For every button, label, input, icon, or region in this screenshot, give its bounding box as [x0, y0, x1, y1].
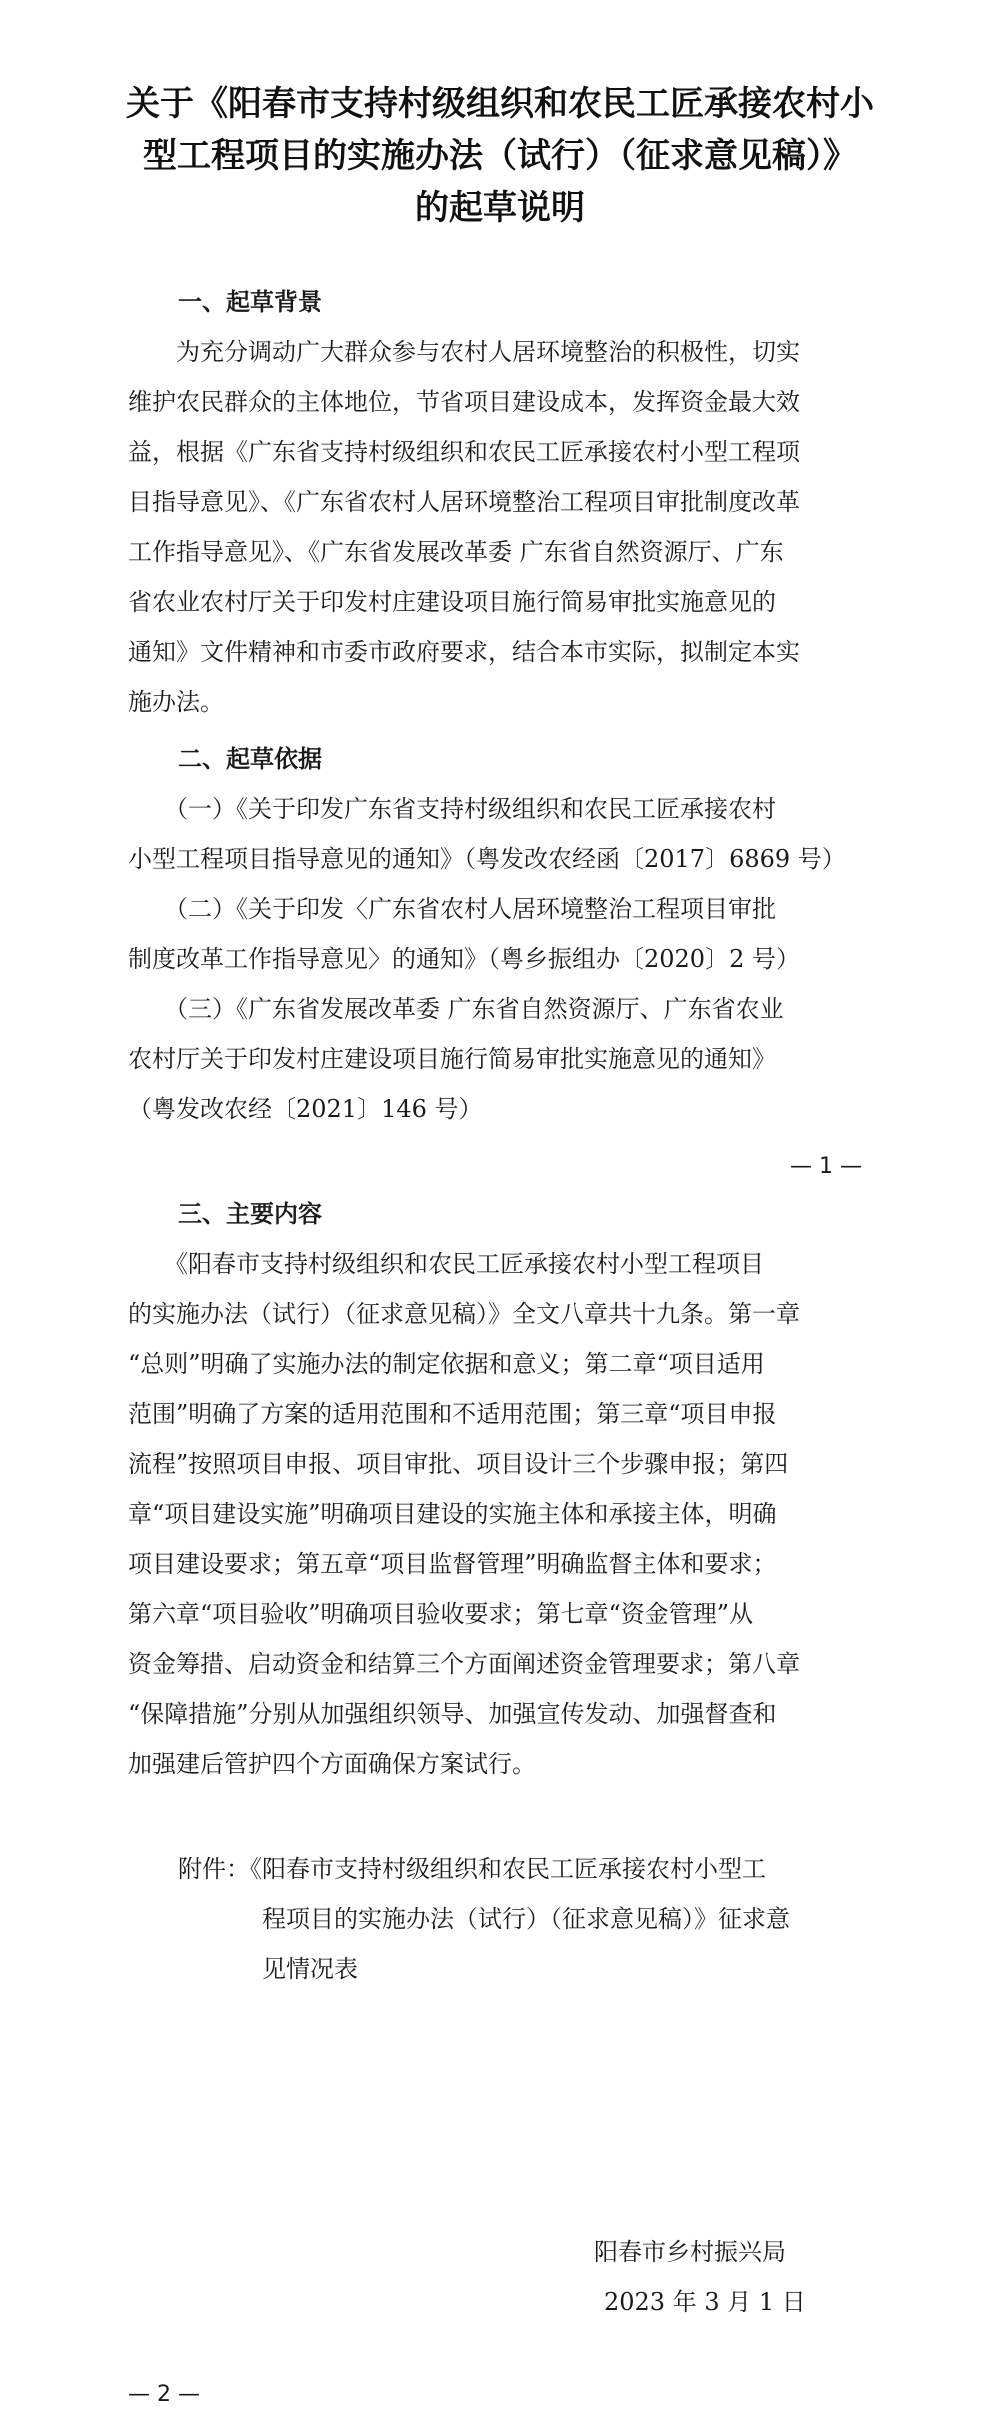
text-line: （二）《关于印发〈广东省农村人居环境整治工程项目审批	[128, 895, 776, 923]
document-title	[100, 78, 900, 234]
text-line: （三）《广东省发展改革委 广东省自然资源厅、广东省农业	[128, 995, 784, 1023]
text-line: 小型工程项目指导意见的通知》（粤发改农经函〔2017〕6869 号）	[128, 845, 846, 873]
text-line: 流程”按照项目申报、项目审批、项目设计三个步骤申报；第四	[128, 1450, 789, 1478]
section-heading-background: 一、起草背景	[178, 288, 322, 316]
section-heading-content: 三、主要内容	[178, 1200, 322, 1228]
text-line: 项目建设要求；第五章“项目监督管理”明确监督主体和要求；	[128, 1550, 777, 1578]
title-line-3: 的起草说明	[415, 188, 585, 228]
text-line: “总则”明确了实施办法的制定依据和意义；第二章“项目适用	[128, 1350, 765, 1378]
text-line: 维护农民群众的主体地位，节省项目建设成本，发挥资金最大效	[128, 388, 800, 416]
text-line: 第六章“项目验收”明确项目验收要求；第七章“资金管理”从	[128, 1600, 754, 1628]
page-number: — 2 —	[128, 2382, 200, 2407]
text-line: 目指导意见》、《广东省农村人居环境整治工程项目审批制度改革	[128, 488, 800, 516]
attachment-line: 见情况表	[262, 1955, 358, 1983]
signature-date: 2023 年 3 月 1 日	[604, 2288, 806, 2316]
section-heading-basis: 二、起草依据	[178, 745, 322, 773]
attachment-line: 附件：《阳春市支持村级组织和农民工匠承接农村小型工	[178, 1855, 766, 1883]
text-line: 的实施办法（试行）（征求意见稿）》全文八章共十九条。第一章	[128, 1300, 800, 1328]
attachment-line: 程项目的实施办法（试行）（征求意见稿）》征求意	[262, 1905, 790, 1933]
text-line: 农村厅关于印发村庄建设项目施行简易审批实施意见的通知》	[128, 1045, 776, 1073]
text-line: （一）《关于印发广东省支持村级组织和农民工匠承接农村	[128, 795, 776, 823]
section-body-background	[128, 327, 864, 727]
text-line: “保障措施”分别从加强组织领导、加强宣传发动、加强督查和	[128, 1700, 777, 1728]
text-line: 工作指导意见》、《广东省发展改革委 广东省自然资源厅、广东	[128, 538, 784, 566]
page-number: — 1 —	[790, 1154, 862, 1179]
text-line: 制度改革工作指导意见〉的通知》（粤乡振组办〔2020〕2 号）	[128, 945, 800, 973]
text-line: 益，根据《广东省支持村级组织和农民工匠承接农村小型工程项	[128, 438, 800, 466]
text-line: 通知》文件精神和市委市政府要求，结合本市实际，拟制定本实	[128, 638, 800, 666]
text-line: （粤发改农经〔2021〕146 号）	[128, 1095, 483, 1123]
signature-org: 阳春市乡村振兴局	[594, 2238, 786, 2266]
text-line: 为充分调动广大群众参与农村人居环境整治的积极性，切实	[128, 338, 800, 366]
text-line: 资金筹措、启动资金和结算三个方面阐述资金管理要求；第八章	[128, 1650, 800, 1678]
text-line: 施办法。	[128, 688, 224, 716]
title-line-1: 关于《阳春市支持村级组织和农民工匠承接农村小	[126, 84, 874, 124]
text-line: 范围”明确了方案的适用范围和不适用范围；第三章“项目申报	[128, 1400, 777, 1428]
attachment-note	[178, 1844, 878, 1994]
text-line: 省农业农村厅关于印发村庄建设项目施行简易审批实施意见的	[128, 588, 776, 616]
text-line: 《阳春市支持村级组织和农民工匠承接农村小型工程项目	[128, 1250, 764, 1278]
text-line: 章“项目建设实施”明确项目建设的实施主体和承接主体，明确	[128, 1500, 777, 1528]
section-body-content	[128, 1239, 864, 1789]
title-line-2: 型工程项目的实施办法（试行）（征求意见稿）》	[143, 136, 857, 176]
text-line: 加强建后管护四个方面确保方案试行。	[128, 1750, 536, 1778]
section-body-basis	[128, 784, 864, 1134]
